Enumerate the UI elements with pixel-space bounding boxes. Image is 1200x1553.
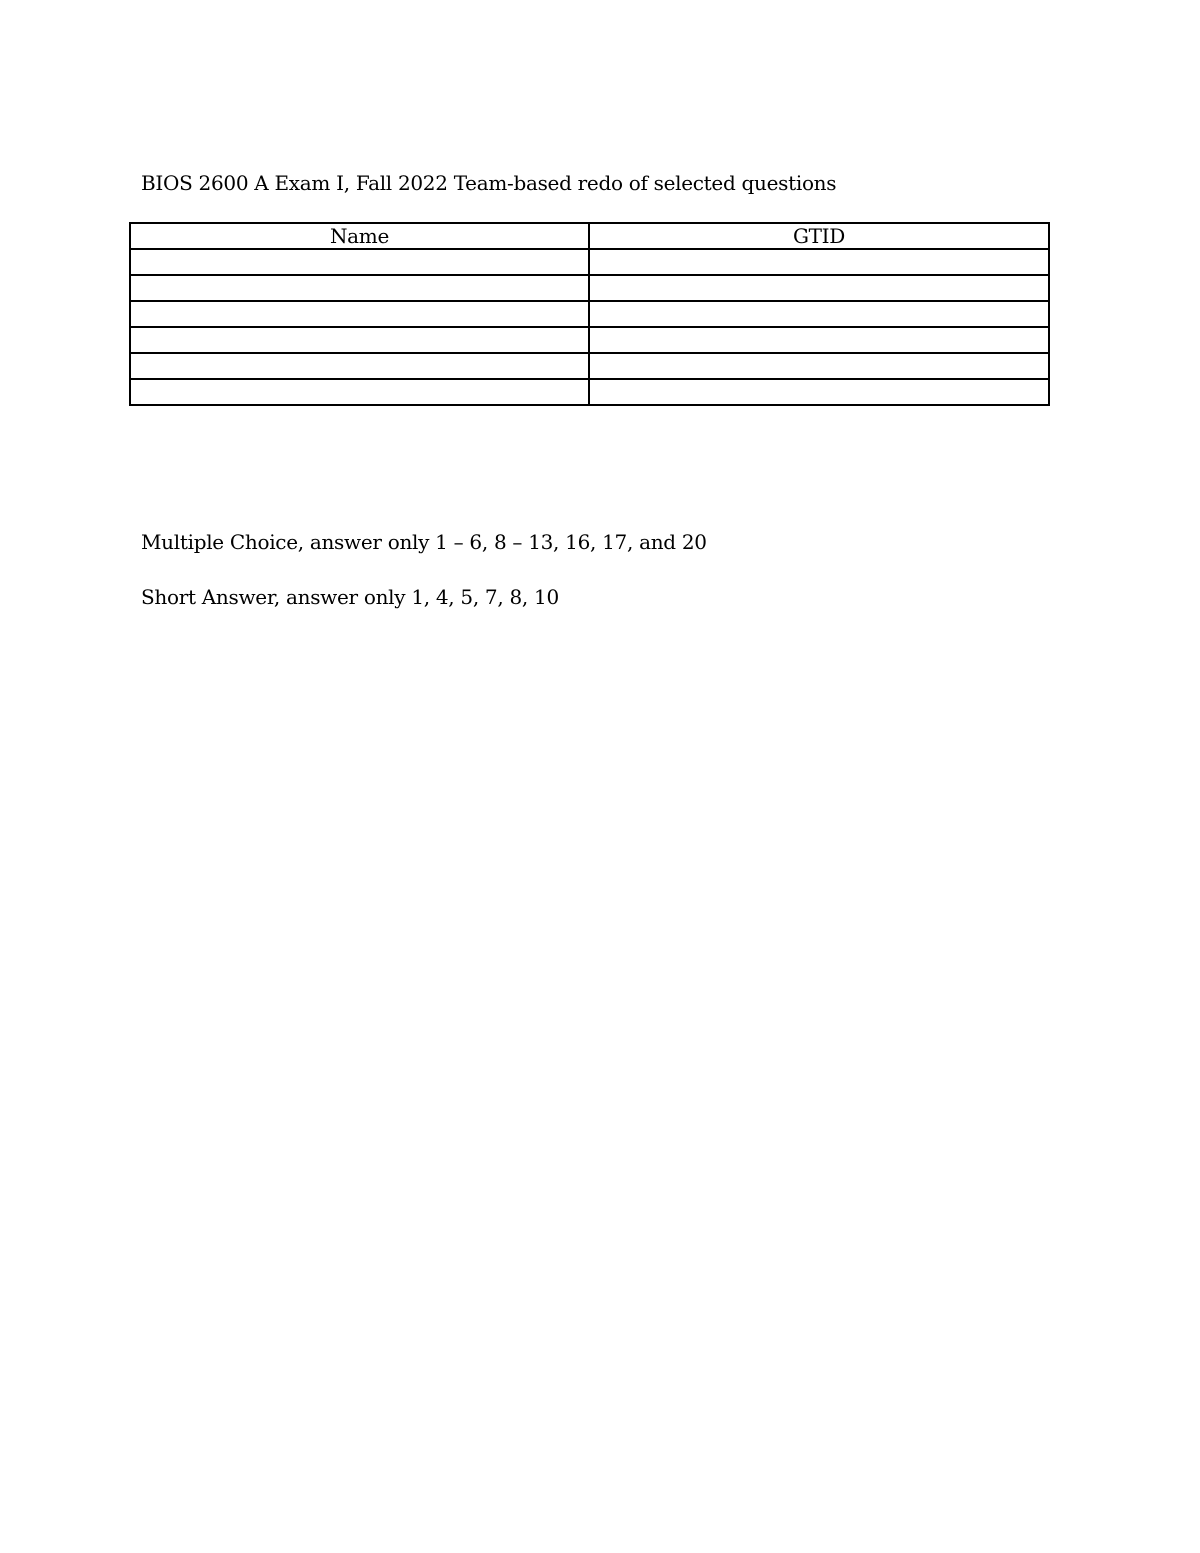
table-row [130, 327, 1049, 353]
name-cell[interactable] [130, 301, 589, 327]
gtid-cell[interactable] [589, 275, 1049, 301]
gtid-cell[interactable] [589, 301, 1049, 327]
page-title: BIOS 2600 A Exam I, Fall 2022 Team-based redo of selected questions [141, 171, 837, 195]
gtid-cell[interactable] [589, 379, 1049, 405]
name-cell[interactable] [130, 275, 589, 301]
name-cell[interactable] [130, 379, 589, 405]
multiple-choice-instruction: Multiple Choice, answer only 1 – 6, 8 – 13, 16, 17, and 20 [141, 530, 707, 554]
gtid-cell[interactable] [589, 353, 1049, 379]
gtid-cell[interactable] [589, 327, 1049, 353]
table-row [130, 275, 1049, 301]
team-members-table [129, 222, 1050, 406]
table-header-row [130, 223, 1049, 249]
table-row [130, 249, 1049, 275]
table-row [130, 379, 1049, 405]
name-cell[interactable] [130, 249, 589, 275]
table-row [130, 353, 1049, 379]
name-cell[interactable] [130, 353, 589, 379]
name-column-header: Name [130, 223, 589, 249]
gtid-column-header: GTID [589, 223, 1049, 249]
name-cell[interactable] [130, 327, 589, 353]
gtid-cell[interactable] [589, 249, 1049, 275]
short-answer-instruction: Short Answer, answer only 1, 4, 5, 7, 8, 10 [141, 585, 559, 609]
table-row [130, 301, 1049, 327]
